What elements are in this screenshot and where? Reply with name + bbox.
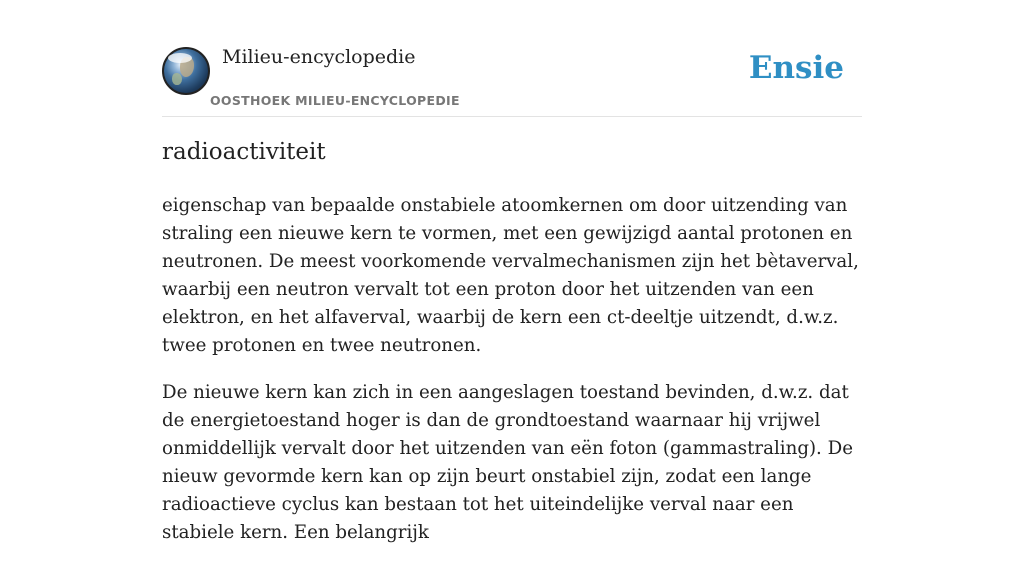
entry-paragraph: De nieuwe kern kan zich in een aangeslagen toestand bevinden, d.w.z. dat de energietoestand hoger is dan de grondtoestand waarnaar hij vrijwel onmiddellijk vervalt door het uitzenden van eën foton (gammastraling). De nieuw gevormde kern kan op zijn beurt onstabiel zijn, zodat een lange radioactieve cyclus kan bestaan tot het uiteindelijke verval naar een stabiele kern. Een belangrijk bbox=[162, 382, 853, 543]
entry-headword: radioactiviteit bbox=[162, 139, 326, 165]
site-header bbox=[162, 0, 862, 117]
entry-article bbox=[162, 192, 862, 566]
brand-logo[interactable]: Ensie bbox=[748, 50, 844, 86]
globe-cloud-shape bbox=[168, 53, 192, 63]
site-subtitle: OOSTHOEK MILIEU-ENCYCLOPEDIE bbox=[210, 93, 460, 108]
entry-paragraph: eigenschap van bepaalde onstabiele atoomkernen om door uitzending van straling een nieuwe kern te vormen, met een gewijzigd aantal protonen en neutronen. De meest voorkomende vervalmechanismen zijn het bètaverval, waarbij een neutron vervalt tot een proton door het uitzenden van een elektron, en het alfaverval, waarbij de kern een ct-deeltje uitzendt, d.w.z. twee protonen en twee neutronen. bbox=[162, 195, 859, 356]
globe-land-shape bbox=[172, 73, 182, 85]
globe-icon[interactable] bbox=[162, 47, 210, 95]
site-title[interactable]: Milieu-encyclopedie bbox=[222, 46, 416, 68]
